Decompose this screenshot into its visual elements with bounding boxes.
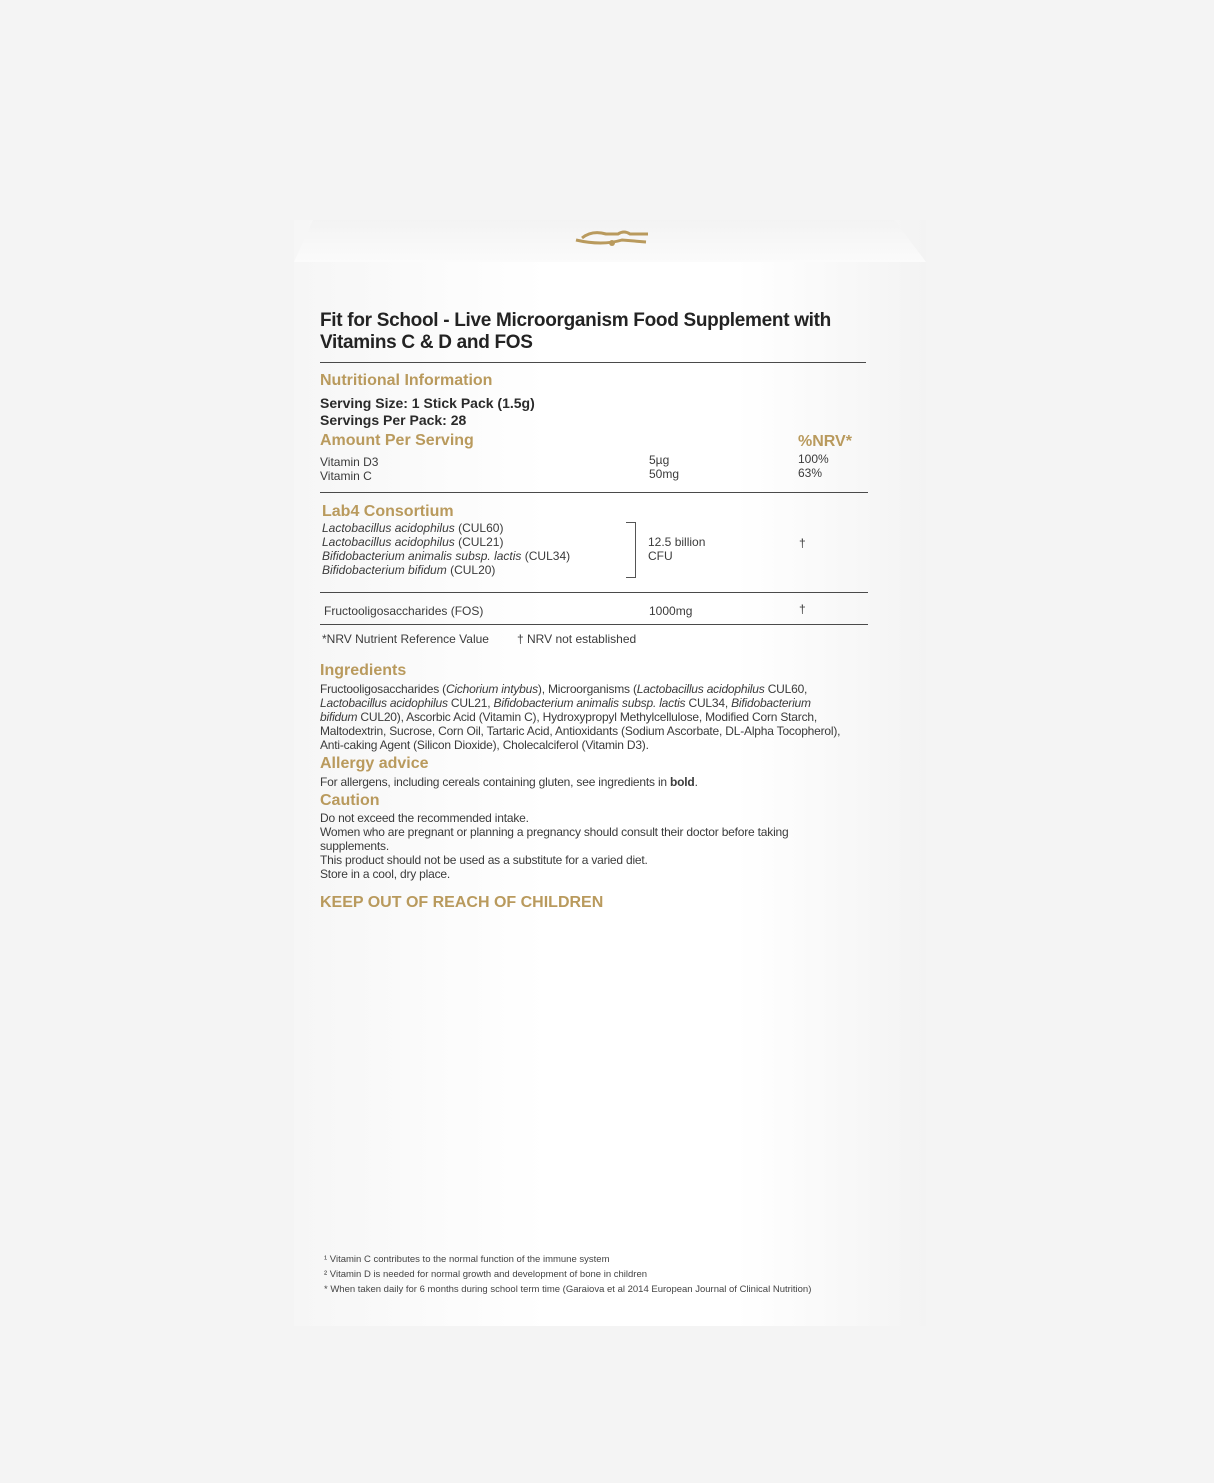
consortium-divider bbox=[320, 592, 868, 593]
vitamin-amount: 5µg bbox=[649, 453, 670, 467]
servings-per-pack: Servings Per Pack: 28 bbox=[320, 412, 467, 428]
strain-bracket bbox=[626, 522, 636, 578]
product-title: Fit for School - Live Microorganism Food Supplement with Vitamins C & D and FOS bbox=[320, 310, 831, 353]
caution-line: Women who are pregnant or planning a pregnancy should consult their doctor before taking supplements. bbox=[320, 825, 789, 853]
vitamin-nrv: 63% bbox=[798, 466, 823, 480]
fos-nrv: † bbox=[799, 602, 806, 616]
caution-line: This product should not be used as a substitute for a varied diet. bbox=[320, 853, 648, 867]
fos-divider bbox=[320, 624, 868, 625]
caution-line: Store in a cool, dry place. bbox=[320, 867, 451, 881]
title-divider bbox=[320, 362, 866, 363]
consortium-heading: Lab4 Consortium bbox=[322, 503, 454, 520]
warning-text: KEEP OUT OF REACH OF CHILDREN bbox=[320, 894, 604, 911]
strain-item: Lactobacillus acidophilus (CUL60) bbox=[322, 521, 504, 535]
amount-per-serving-heading: Amount Per Serving bbox=[320, 432, 474, 449]
strain-item: Bifidobacterium bifidum (CUL20) bbox=[322, 563, 496, 577]
nutrition-heading: Nutritional Information bbox=[320, 372, 493, 389]
nrv-heading: %NRV* bbox=[798, 433, 852, 450]
lab4-logo-icon bbox=[572, 228, 652, 248]
cfu-amount: 12.5 billion bbox=[648, 535, 706, 549]
footnote: * When taken daily for 6 months during school term time (Garaiova et al 2014 European Journal of Clinical Nutrition) bbox=[324, 1284, 812, 1295]
caution-line: Do not exceed the recommended intake. bbox=[320, 811, 529, 825]
footnote: ² Vitamin D is needed for normal growth and development of bone in children bbox=[324, 1269, 648, 1280]
dagger-note: † NRV not established bbox=[517, 632, 637, 646]
ingredients-text: Fructooligosaccharides (Cichorium intybus), Microorganisms (Lactobacillus acidophilus CUL60, Lactobacillus acidophilus CUL21, Bifidobacterium animalis subsp. lactis CUL34, Bifidobacterium bifidum CUL20), Ascorbic Acid (Vitamin C), Hydroxypropyl Methylcellulose, Modified Corn Starch, Maltodextrin, Sucrose, Corn Oil, Tartaric Acid, Antioxidants (Sodium Ascorbate, DL-Alpha Tocopherol), Anti-caking Agent (Silicon Dioxide), Cholecalciferol (Vitamin D3). bbox=[320, 682, 841, 752]
vitamin-nrv: 100% bbox=[798, 452, 829, 466]
vitamin-name: Vitamin D3 bbox=[320, 455, 379, 469]
fos-name: Fructooligosaccharides (FOS) bbox=[324, 604, 484, 618]
vitamins-divider bbox=[320, 492, 868, 493]
allergy-text: For allergens, including cereals containing gluten, see ingredients in bold. bbox=[320, 775, 698, 789]
product-box bbox=[294, 220, 926, 1326]
consortium-nrv: † bbox=[799, 536, 806, 550]
vitamin-name: Vitamin C bbox=[320, 469, 372, 483]
strain-item: Lactobacillus acidophilus (CUL21) bbox=[322, 535, 504, 549]
fos-amount: 1000mg bbox=[649, 604, 693, 618]
footnote: ¹ Vitamin C contributes to the normal function of the immune system bbox=[324, 1254, 610, 1265]
allergy-heading: Allergy advice bbox=[320, 755, 429, 772]
serving-size: Serving Size: 1 Stick Pack (1.5g) bbox=[320, 395, 535, 411]
strain-item: Bifidobacterium animalis subsp. lactis (CUL34) bbox=[322, 549, 571, 563]
nrv-note: *NRV Nutrient Reference Value bbox=[322, 632, 489, 646]
vitamin-amount: 50mg bbox=[649, 467, 680, 481]
ingredients-heading: Ingredients bbox=[320, 662, 407, 679]
cfu-unit: CFU bbox=[648, 549, 673, 563]
caution-heading: Caution bbox=[320, 792, 380, 809]
